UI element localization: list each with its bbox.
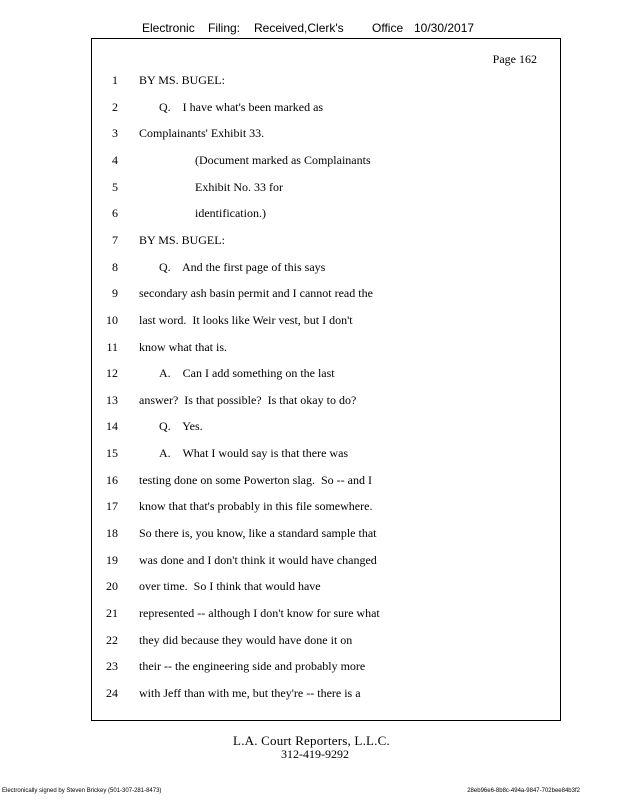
line-number: 14	[106, 419, 118, 434]
line-text: testing done on some Powerton slag. So -- and I	[139, 472, 372, 487]
line-text: know what that is.	[139, 339, 227, 354]
court-reporter-phone: 312-419-9292	[281, 747, 349, 761]
line-text: Exhibit No. 33 for	[195, 179, 283, 194]
transcript-line	[92, 633, 560, 651]
line-number: 21	[106, 606, 118, 620]
transcript-line	[92, 286, 560, 304]
transcript-line	[92, 659, 560, 677]
transcript-line	[92, 606, 560, 624]
filing-header-received: Received,Clerk's	[254, 21, 344, 35]
electronic-signature: Electronically signed by Steven Brickey (501-307-281-8473)	[2, 788, 162, 794]
line-text: (Document marked as Complainants	[195, 152, 371, 167]
line-number: 16	[106, 472, 118, 487]
transcript-line	[92, 366, 560, 384]
transcript-line	[92, 340, 560, 358]
line-number: 24	[106, 685, 118, 700]
transcript-line	[92, 100, 560, 118]
court-reporter-name: L.A. Court Reporters, L.L.C.	[233, 733, 390, 748]
line-text: last word. It looks like Weir vest, but I don't	[139, 312, 353, 327]
line-number: 6	[112, 206, 118, 221]
line-number: 22	[106, 632, 118, 647]
transcript-line	[92, 126, 560, 144]
transcript-line	[92, 473, 560, 491]
document-hash: 28eb96e6-8b8c-494a-9847-702bee84b3f2	[467, 788, 580, 794]
page-number: Page 162	[492, 52, 537, 66]
line-text: BY MS. BUGEL:	[139, 73, 225, 87]
line-number: 11	[106, 339, 118, 354]
line-number: 7	[112, 232, 118, 247]
line-number: 13	[106, 392, 118, 407]
transcript-line	[92, 446, 560, 464]
line-text: A. What I would say is that there was	[159, 446, 349, 461]
transcript-line	[92, 579, 560, 597]
line-text: Q. And the first page of this says	[159, 259, 326, 274]
line-number: 20	[106, 579, 118, 594]
line-text: represented -- although I don't know for sure what	[139, 606, 380, 620]
line-number: 23	[106, 659, 118, 674]
transcript-line	[92, 393, 560, 411]
line-number: 3	[112, 126, 118, 141]
line-text: answer? Is that possible? Is that okay to do?	[139, 392, 357, 407]
line-number: 17	[106, 499, 118, 514]
line-text: was done and I don't think it would have changed	[139, 552, 377, 567]
line-text: secondary ash basin permit and I cannot read the	[139, 286, 373, 301]
line-text: Complainants' Exhibit 33.	[139, 126, 265, 141]
line-text: So there is, you know, like a standard sample that	[139, 526, 377, 541]
transcript-page	[91, 38, 561, 721]
transcript-line	[92, 180, 560, 198]
line-text: they did because they would have done it on	[139, 632, 353, 647]
line-number: 1	[112, 73, 118, 87]
line-text: over time. So I think that would have	[139, 579, 321, 594]
filing-header-electronic: Electronic	[142, 21, 195, 35]
transcript-line	[92, 233, 560, 251]
line-number: 2	[112, 99, 118, 114]
line-number: 10	[106, 312, 118, 327]
line-number: 19	[106, 552, 118, 567]
transcript-line	[92, 553, 560, 571]
line-text: identification.)	[195, 206, 266, 221]
transcript-line	[92, 153, 560, 171]
filing-header-filing: Filing:	[208, 21, 241, 35]
line-text: BY MS. BUGEL:	[139, 232, 225, 247]
line-text: A. Can I add something on the last	[159, 366, 335, 381]
transcript-line	[92, 73, 560, 91]
line-number: 8	[112, 259, 118, 274]
line-number: 18	[106, 526, 118, 541]
line-text: with Jeff than with me, but they're -- there is a	[139, 685, 361, 700]
transcript-line	[92, 499, 560, 517]
transcript-line	[92, 686, 560, 704]
filing-header	[142, 21, 474, 35]
transcript-line	[92, 206, 560, 224]
line-text: their -- the engineering side and probably more	[139, 659, 366, 674]
line-text: Q. I have what's been marked as	[159, 99, 324, 114]
transcript-line	[92, 313, 560, 331]
line-number: 12	[106, 366, 118, 381]
transcript-line	[92, 260, 560, 278]
filing-header-office: Office	[372, 21, 404, 35]
line-number: 4	[112, 152, 118, 167]
line-number: 15	[106, 446, 118, 461]
line-text: Q. Yes.	[159, 419, 203, 434]
filing-header-date: 10/30/2017	[414, 21, 475, 35]
line-text: know that that's probably in this file somewhere.	[139, 499, 373, 514]
line-number: 9	[112, 286, 118, 301]
transcript-line	[92, 419, 560, 437]
line-number: 5	[112, 179, 118, 194]
transcript-line	[92, 526, 560, 544]
